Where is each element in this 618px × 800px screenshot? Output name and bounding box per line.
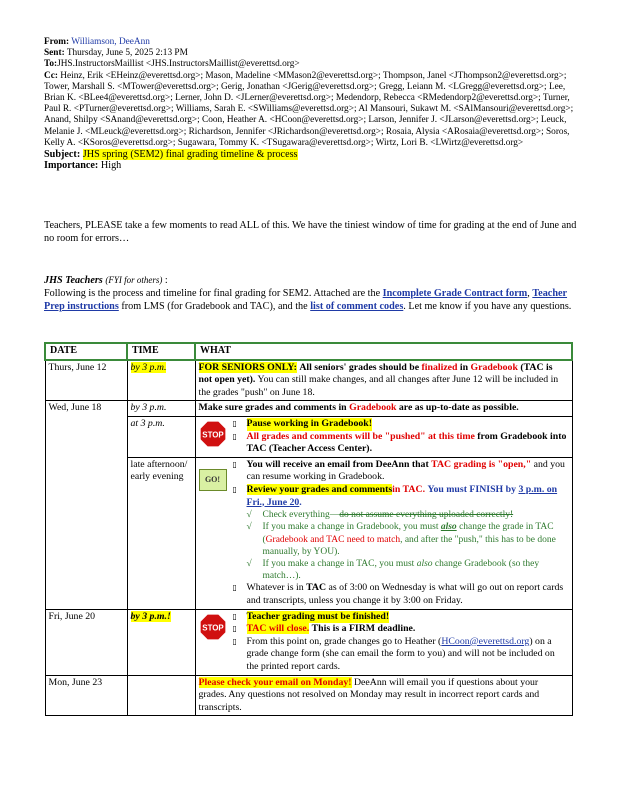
subject-value: JHS spring (SEM2) final grading timeline & process bbox=[82, 149, 298, 161]
table-row bbox=[45, 609, 572, 675]
list-item: ▯ TAC will close. This is a FIRM deadline. bbox=[232, 623, 416, 635]
comment-codes-link[interactable]: list of comment codes bbox=[310, 301, 404, 312]
time-cell: by 3 p.m.! bbox=[127, 609, 195, 675]
list-item: ▯ Review your grades and commentsin TAC. You must FINISH by 3 p.m. on Fri., June 20. bbox=[232, 483, 558, 508]
what-cell: FOR SENIORS ONLY: All seniors' grades should be finalized in Gradebook (TAC is not open yet). You can still make changes, and all changes after June 12 will be included in the grades "push" on June 18. bbox=[195, 360, 572, 401]
table-header-row bbox=[45, 343, 572, 360]
date-cell: Wed, June 18 bbox=[45, 401, 127, 609]
teachers-heading: JHS Teachers (FYI for others) : bbox=[44, 275, 168, 286]
what-cell bbox=[195, 609, 572, 675]
subject-line: Subject: JHS spring (SEM2) final grading timeline & process bbox=[44, 149, 298, 161]
stop-sign-icon bbox=[199, 420, 227, 448]
cc-line: Cc: Heinz, Erik <EHeinz@everettsd.org>; Mason, Madeline <MMason2@everettsd.org>; Thompson, Janel <JThompson2@everettsd.org>; Tower, Marshall S. <MTower@everettsd.org>; Gerig, Jonathan <JGerig@everettsd.org>; Gregg, Leiann M. <LGregg@everettsd.org>; Lee, Brian K. <BLee4@everettsd.org>; Lerner, John D. <JLerner@everettsd.org>; Medendorp, Rebecca <RMedendorp2@everettsd.org>; Turner, Paul R. <PTurner@everettsd.org>; Williams, Sarah E. <SWilliams@everettsd.org>; Al Mansouri, Sukawt M. <SAlMansouri@everettsd.org>; Anand, Shilpy <SAnand@everettsd.org>; Coon, Heather A. <HCoon@everettsd.org>; Larson, Jennifer J. <JLarson@everettsd.org>; Leuck, Melanie J. <MLeuck@everettsd.org>; Richardson, Jennifer <JRichardson@everettsd.org>; Rosaia, Alysia <ARosaia@everettsd.org>; Soros, Kelly A. <KSoros@everettsd.org>; Sugawara, Tommy K. <TSugawara@everettsd.org>; Wirtz, Lori B. <LWirtz@everettsd.org> bbox=[44, 70, 574, 148]
list-item: √ If you make a change in TAC, you must also change Gradebook (so they match…). bbox=[246, 558, 540, 582]
list-item: ▯ Whatever is in TAC as of 3:00 on Wednesday is what will go out on report cards and transcripts, unless you change it by 3:00 on Friday. bbox=[232, 582, 564, 606]
teachers-section bbox=[44, 274, 579, 313]
time-cell: by 3 p.m. bbox=[127, 360, 195, 401]
list-item: ▯ Teacher grading must be finished! bbox=[232, 610, 390, 622]
list-item: ▯ From this point on, grade changes go to Heather (HCoon@everettsd.org) on a grade change form (she can email the form to you) and will not be included on the printed report cards. bbox=[232, 635, 555, 672]
hcoon-email-link[interactable]: HCoon@everettsd.org bbox=[441, 635, 530, 647]
stop-sign-label: STOP bbox=[201, 430, 224, 440]
from-value[interactable]: Williamson, DeeAnn bbox=[71, 37, 150, 47]
to-line: To:JHS.InstructorsMaillist <JHS.InstructorsMaillist@everettsd.org> bbox=[44, 59, 300, 70]
header-date: DATE bbox=[45, 343, 127, 360]
list-item: √ Check everything—do not assume everything uploaded correctly! bbox=[246, 510, 514, 521]
to-value: JHS.InstructorsMaillist <JHS.InstructorsMaillist@everettsd.org> bbox=[57, 59, 300, 70]
incomplete-grade-contract-link[interactable]: Incomplete Grade Contract form bbox=[382, 288, 528, 299]
what-cell: Make sure grades and comments in Gradebook are as up-to-date as possible. bbox=[195, 401, 572, 417]
time-cell: at 3 p.m. bbox=[127, 416, 195, 457]
sent-line: Sent: Thursday, June 5, 2025 2:13 PM bbox=[44, 48, 188, 59]
stop-sign-label: STOP bbox=[201, 622, 224, 632]
header-time: TIME bbox=[127, 343, 195, 360]
table-row bbox=[45, 401, 572, 417]
time-cell: by 3 p.m. bbox=[127, 401, 195, 417]
email-header bbox=[44, 37, 584, 171]
teachers-paragraph: Following is the process and timeline for final grading for SEM2. Attached are the Incomplete Grade Contract form, Teacher Prep instructions from LMS (for Gradebook and TAC), and the list of comment codes. Let me know if you have any questions. bbox=[44, 288, 572, 312]
intro-paragraph: Teachers, PLEASE take a few moments to read ALL of this. We have the tiniest window of time for grading at the end of June and no room for errors… bbox=[44, 220, 577, 245]
header-what: WHAT bbox=[195, 343, 572, 360]
date-cell: Thurs, June 12 bbox=[45, 360, 127, 401]
list-item: ▯ You will receive an email from DeeAnn that TAC grading is "open," and you can resume working in Gradebook. bbox=[232, 458, 565, 483]
teacher-prep-instructions-link[interactable]: Teacher Prep instructions bbox=[44, 288, 568, 312]
list-item: ▯ All grades and comments will be "pushed" at this time from Gradebook into TAC (Teacher Access Center). bbox=[232, 430, 567, 455]
date-cell: Mon, June 23 bbox=[45, 675, 127, 716]
from-line: From: Williamson, DeeAnn bbox=[44, 37, 150, 47]
sent-value: Thursday, June 5, 2025 2:13 PM bbox=[66, 48, 188, 59]
cc-value: Heinz, Erik <EHeinz@everettsd.org>; Mason, Madeline <MMason2@everettsd.org>; Thompson, Janel <JThompson2@everettsd.org>; Tower, Marshall S. <MTower@everettsd.org>; Gerig, Jonathan <JGerig@everettsd.org>; Gregg, Leiann M. <LGregg@everettsd.org>; Lee, Brian K. <BLee4@everettsd.org>; Lerner, John D. <JLerner@everettsd.org>; Medendorp, Rebecca <RMedendorp2@everettsd.org>; Turner, Paul R. <PTurner@everettsd.org>; Williams, Sarah E. <SWilliams@everettsd.org>; Al Mansouri, Sukawt M. <SAlMansouri@everettsd.org>; Anand, Shilpy <SAnand@everettsd.org>; Coon, Heather A. <HCoon@everettsd.org>; Larson, Jennifer J. <JLarson@everettsd.org>; Leuck, Melanie J. <MLeuck@everettsd.org>; Richardson, Jennifer <JRichardson@everettsd.org>; Rosaia, Alysia <ARosaia@everettsd.org>; Soros, Kelly A. <KSoros@everettsd.org>; Sugawara, Tommy K. <TSugawara@everettsd.org>; Wirtz, Lori B. <LWirtz@everettsd.org> bbox=[44, 70, 574, 148]
importance-line: Importance: High bbox=[44, 160, 122, 172]
what-cell bbox=[195, 416, 572, 457]
date-cell: Fri, June 20 bbox=[45, 609, 127, 675]
time-cell: late afternoon/ early evening bbox=[127, 457, 195, 609]
grading-timeline-table bbox=[44, 342, 573, 716]
table-row bbox=[45, 675, 572, 716]
stop-sign-icon bbox=[199, 613, 227, 641]
time-cell bbox=[127, 675, 195, 716]
list-item: √ If you make a change in Gradebook, you must also change the grade in TAC (Gradebook and TAC need to match, and after the "push," this has to be done manually, by YOU). bbox=[246, 522, 556, 557]
what-cell bbox=[195, 457, 572, 609]
table-row bbox=[45, 360, 572, 401]
what-cell: Please check your email on Monday! DeeAnn will email you if questions about your grades. Any questions not resolved on Monday may result in incorrect report cards and transcripts. bbox=[195, 675, 572, 716]
list-item: ▯ Pause working in Gradebook! bbox=[232, 417, 372, 429]
importance-value: High bbox=[100, 160, 122, 172]
go-sign-icon: GO! bbox=[199, 469, 227, 491]
